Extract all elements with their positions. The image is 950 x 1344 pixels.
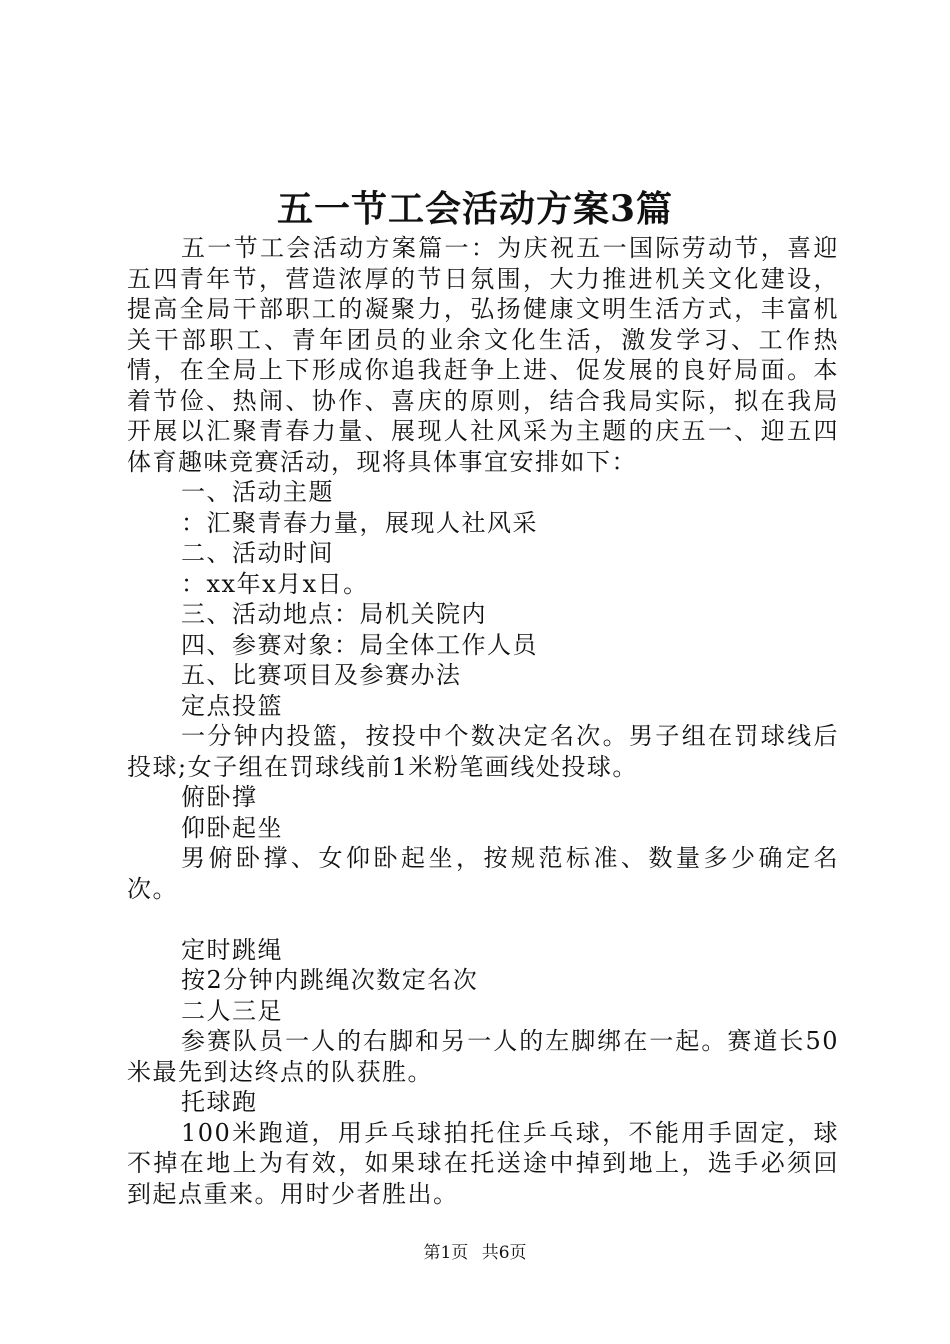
section-heading-events: 五、比赛项目及参赛办法 [181,661,462,689]
event-name-three-legged: 二人三足 [181,996,283,1025]
event-rule-pushup-situp: 男俯卧撑、女仰卧起坐，按规范标准、数量多少确定名次。 [127,844,839,903]
event-name-pushup: 俯卧撑 [181,783,258,811]
intro-paragraph: 五一节工会活动方案篇一：为庆祝五一国际劳动节，喜迎五四青年节，营造浓厚的节日氛围，大力推进机关文化建设，提高全局干部职工的凝聚力，弘扬健康文明生活方式，丰富机关干部职工、青年团员的业余文化生活，激发学习、工作热情，在全局上下形成你追我赶争上进、促发展的良好局面。本着节俭、热闹、协作、喜庆的原则，结合我局实际，拟在我局开展以汇聚青春力量、展现人社风采为主题的庆五一、迎五四体育趣味竞赛活动，现将具体事宜安排如下： [127,234,839,476]
section-participants: 四、参赛对象：局全体工作人员 [181,630,538,659]
document-title: 五一节工会活动方案3篇 [276,188,674,230]
event-name-situp: 仰卧起坐 [181,813,283,842]
event-name-ball-run: 托球跑 [181,1088,258,1116]
event-rule-shooting: 一分钟内投篮，按投中个数决定名次。男子组在罚球线后投球;女子组在罚球线前1米粉笔画线处投球。 [127,722,839,781]
section-heading-time: 二、活动时间 [181,539,334,567]
page-total: 共6页 [481,1243,527,1263]
event-rule-rope: 按2分钟内跳绳次数定名次 [181,966,479,994]
section-location: 三、活动地点：局机关院内 [181,600,487,628]
blank-line [127,904,839,935]
theme-text: ：汇聚青春力量，展现人社风采 [181,508,538,537]
page-footer [0,1241,950,1265]
page-number: 第1页 [423,1243,469,1263]
document-body [127,233,839,1209]
event-rule-three-legged: 参赛队员一人的右脚和另一人的左脚绑在一起。赛道长50米最先到达终点的队获胜。 [127,1027,839,1086]
event-rule-ball-run: 100米跑道，用乒乓球拍托住乒乓球，不能用手固定，球不掉在地上为有效，如果球在托送途中掉到地上，选手必须回到起点重来。用时少者胜出。 [127,1118,839,1208]
event-name-shooting: 定点投篮 [181,691,283,720]
time-text: ：xx年x月x日。 [181,569,369,598]
event-name-rope: 定时跳绳 [181,935,283,964]
section-heading-theme: 一、活动主题 [181,478,334,506]
